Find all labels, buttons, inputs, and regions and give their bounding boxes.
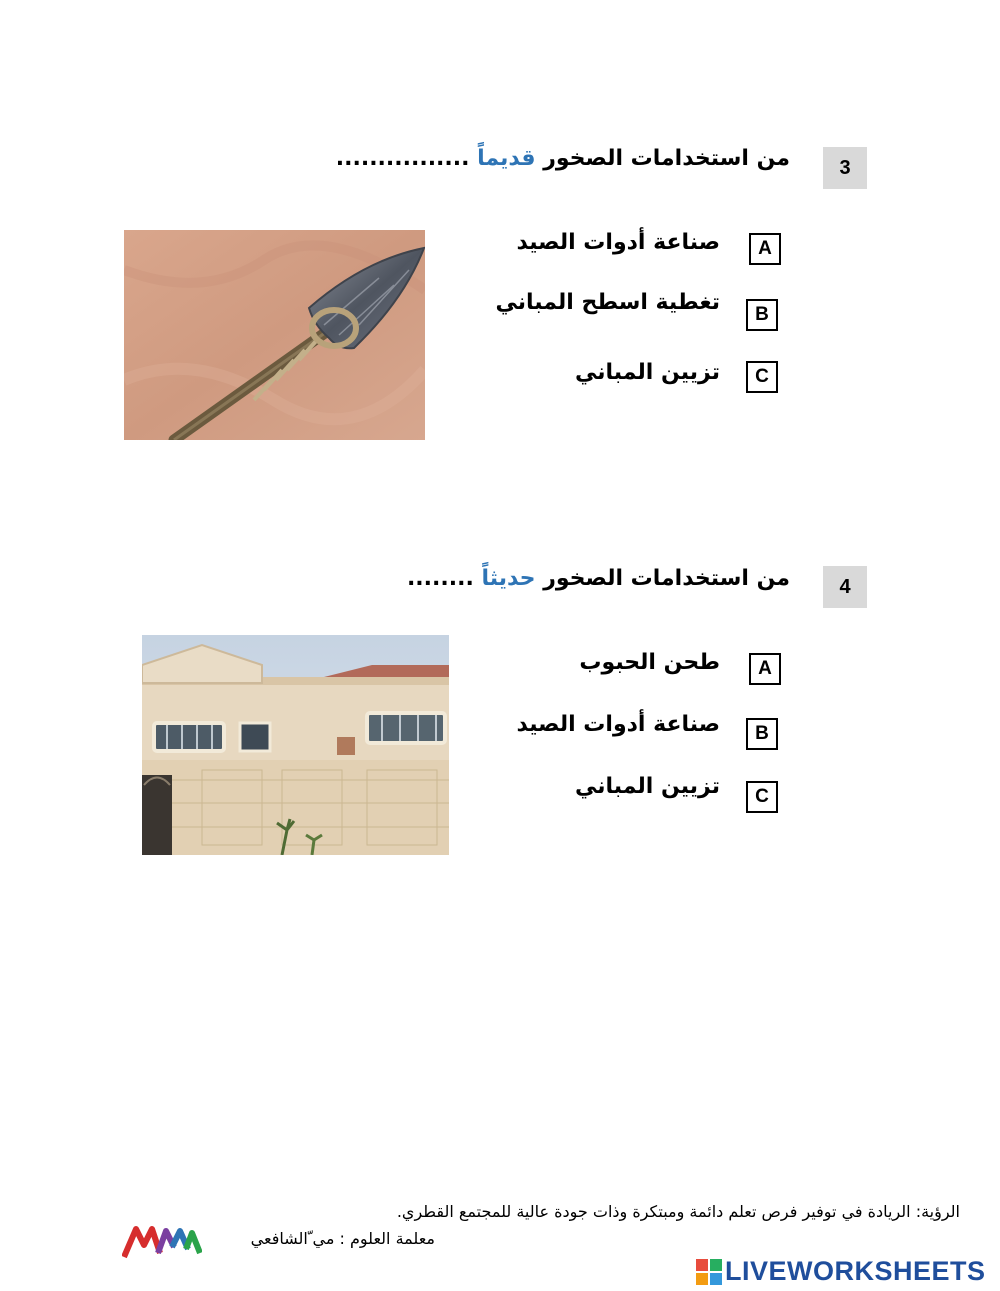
teacher-name: معلمة العلوم : مي ّالشافعي bbox=[250, 1229, 435, 1248]
option-a-text: طحن الحبوب bbox=[579, 650, 720, 675]
option-c-text: تزيين المباني bbox=[575, 774, 720, 799]
question-text-4 bbox=[407, 566, 790, 591]
answer-blank: ........ bbox=[406, 566, 474, 591]
liveworksheets-brand bbox=[696, 1256, 986, 1287]
stone-spearhead-image bbox=[124, 230, 425, 440]
brand-logo-icon bbox=[696, 1259, 722, 1285]
option-a-box[interactable]: A bbox=[749, 233, 781, 265]
option-c-text: تزيين المباني bbox=[575, 360, 720, 385]
option-b-box[interactable]: B bbox=[746, 299, 778, 331]
option-a-box[interactable]: A bbox=[749, 653, 781, 685]
school-logo bbox=[122, 1223, 202, 1259]
question-highlight: حديثاً bbox=[481, 566, 536, 591]
option-c-box[interactable]: C bbox=[746, 361, 778, 393]
question-prefix: من استخدامات الصخور bbox=[543, 566, 790, 591]
vision-statement: الرؤية: الريادة في توفير فرص تعلم دائمة ومبتكرة وذات جودة عالية للمجتمع القطري. bbox=[396, 1202, 960, 1221]
question-text-3 bbox=[336, 146, 790, 171]
option-c-box[interactable]: C bbox=[746, 781, 778, 813]
question-highlight: قديماً bbox=[477, 146, 536, 171]
option-b-text: صناعة أدوات الصيد bbox=[516, 712, 720, 737]
answer-blank: ................ bbox=[335, 146, 470, 171]
stone-house-image bbox=[142, 635, 449, 855]
option-a-text: صناعة أدوات الصيد bbox=[516, 230, 720, 255]
question-number-4: 4 bbox=[823, 566, 867, 608]
brand-name: LIVEWORKSHEETS bbox=[725, 1256, 986, 1286]
option-b-text: تغطية اسطح المباني bbox=[495, 290, 720, 315]
option-b-box[interactable]: B bbox=[746, 718, 778, 750]
question-prefix: من استخدامات الصخور bbox=[543, 146, 790, 171]
question-number-3: 3 bbox=[823, 147, 867, 189]
